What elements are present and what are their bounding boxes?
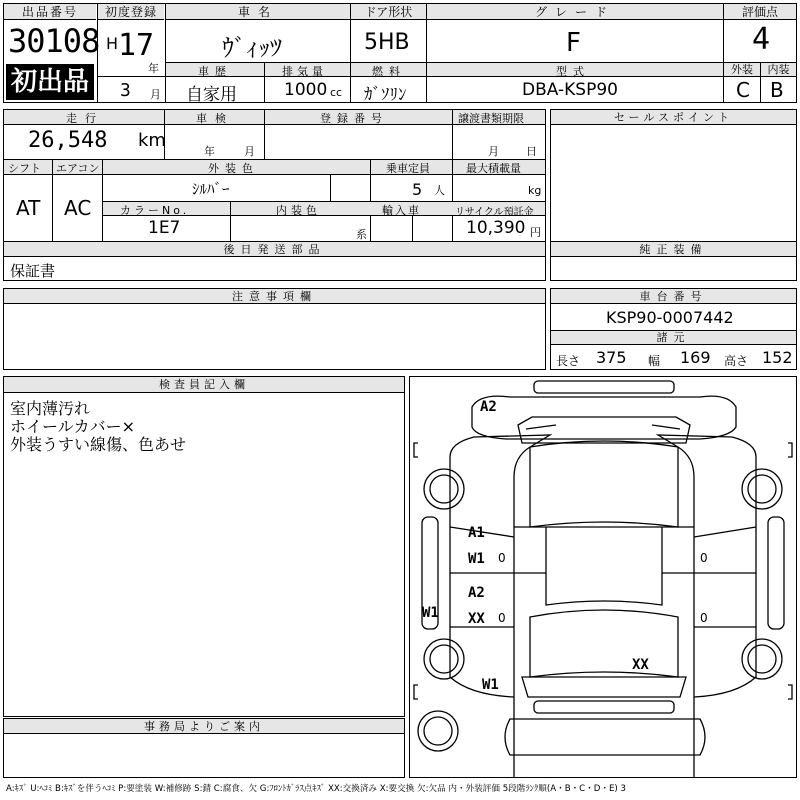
divider [330, 175, 331, 201]
interior-grade: B [770, 78, 784, 102]
length: 375 [596, 348, 627, 367]
mark-side-w1: W1 [422, 605, 439, 621]
office-notice-header: 事務局よりご案内 [4, 719, 404, 734]
sales-points-header: セールスポイント [551, 110, 796, 125]
displacement-header: 排気量 [282, 65, 327, 78]
displacement: 1000 [284, 80, 328, 100]
mileage: 26,548 [28, 128, 108, 153]
width-label: 幅 [648, 354, 661, 368]
capacity-header: 乗車定員 [386, 162, 430, 175]
aircon: AC [64, 196, 92, 220]
transfer-deadline-header: 譲渡書類期限 [458, 112, 524, 125]
interior-header: 内装 [761, 63, 796, 77]
divider [370, 159, 371, 241]
grade: F [566, 28, 581, 58]
inspector-line-2: ホイールカバー× [10, 417, 136, 436]
divider [412, 216, 413, 241]
ext-color-header: 外装色 [208, 162, 259, 175]
reg-year: 17 [118, 28, 155, 63]
aircon-header: エアコン [56, 162, 100, 175]
history: 自家用 [186, 85, 237, 105]
exterior-grade: C [736, 78, 750, 102]
kei-unit: 系 [356, 228, 367, 241]
ext-color: ｼﾙﾊﾞｰ [192, 180, 230, 198]
score: 4 [752, 22, 771, 57]
mark-front: A2 [480, 399, 497, 415]
first-reg-header: 初度登録 [98, 4, 164, 20]
width: 169 [680, 348, 711, 367]
int-color-header: 内装色 [276, 204, 321, 217]
mark-rear-xx: XX [632, 657, 649, 673]
lot-number-header: 出品番号 [4, 4, 96, 20]
score-header: 評価点 [724, 4, 796, 20]
mileage-header: 走行 [66, 112, 104, 125]
mark-door-xx: XX [468, 611, 485, 627]
inspector-line-1: 室内薄汚れ [10, 399, 91, 418]
color-no-header: カラーNo. [120, 204, 190, 217]
length-label: 長さ [556, 354, 581, 368]
max-load-header: 最大積載量 [466, 162, 521, 175]
inspector-line-3: 外装うすい線傷、色あせ [10, 435, 187, 454]
divider [264, 109, 265, 125]
divider [350, 62, 351, 103]
car-name-header: 車名 [166, 4, 350, 20]
insp-year-unit: 年 [204, 145, 215, 158]
divider [98, 76, 165, 77]
shift: AT [16, 196, 41, 220]
mark-zero-3: 0 [498, 611, 506, 625]
damage-diagram [409, 376, 797, 778]
later-parts-header: 後日発送部品 [4, 242, 545, 257]
mark-zero-2: 0 [700, 551, 708, 565]
shift-header: シフト [8, 162, 41, 175]
history-header: 車歴 [198, 65, 232, 78]
divider [264, 125, 265, 159]
door-type: 5HB [364, 30, 410, 55]
height: 152 [762, 348, 793, 367]
inspection-header: 車検 [196, 112, 234, 125]
deadline-month-unit: 月 [488, 145, 499, 158]
car-outline [410, 377, 796, 777]
cc-unit: cc [330, 86, 343, 99]
month-unit: 月 [150, 88, 161, 101]
divider [230, 201, 231, 241]
divider [452, 159, 453, 241]
era: H [106, 34, 119, 53]
inspector-notes-header: 検査員記入欄 [4, 377, 404, 393]
divider [102, 159, 103, 241]
year-unit: 年 [148, 62, 159, 75]
reg-number-header: 登録番号 [320, 112, 388, 125]
chassis-header: 車台番号 [551, 289, 796, 304]
row2-header-bg [166, 63, 723, 77]
fuel: ｶﾞｿﾘﾝ [364, 85, 407, 105]
model-header: 型式 [556, 65, 590, 78]
recycle: 10,390 [466, 218, 526, 238]
fuel-header: 燃料 [372, 65, 406, 78]
persons-unit: 人 [434, 184, 445, 197]
reg-month: 3 [120, 80, 131, 101]
later-parts: 保証書 [10, 262, 56, 280]
kg-unit: kg [528, 184, 542, 197]
lot-number: 30108 [8, 22, 100, 60]
recycle-header: リサイクル預託金 [455, 207, 534, 218]
mark-rear-w1: W1 [482, 677, 499, 693]
legend: A:ｷｽﾞ U:ﾍｺﾐ B:ｷｽﾞを伴うﾍｺﾐ P:要塗装 W:補修跡 S:錆 C:腐食、欠 G:ﾌﾛﾝﾄｶﾞﾗｽ点ｷｽﾞ XX:交換済み X:要交換 欠:欠品 内・外装評価 5段階ﾗﾝｸ順(A・B・C・D・E) 3 [6, 784, 626, 794]
mark-zero-1: 0 [498, 551, 506, 565]
divider [452, 109, 453, 159]
deadline-day-unit: 日 [526, 145, 537, 158]
chassis-number: KSP90-0007442 [606, 308, 734, 327]
mark-door-a2: A2 [468, 585, 485, 601]
height-label: 高さ [724, 354, 749, 368]
mark-zero-4: 0 [700, 611, 708, 625]
divider [760, 62, 761, 103]
dimensions-header: 諸元 [551, 331, 796, 345]
exterior-header: 外装 [724, 63, 760, 77]
door-type-header: ドア形状 [351, 4, 426, 20]
model: DBA-KSP90 [522, 80, 618, 100]
divider [52, 159, 53, 241]
km-unit: km [138, 130, 166, 151]
notes-header: 注意事項欄 [4, 289, 545, 304]
car-name: ｳﾞｨｯﾂ [222, 34, 282, 62]
color-no: 1E7 [148, 218, 181, 238]
mark-door-w1: W1 [468, 551, 485, 567]
yen-unit: 円 [530, 226, 541, 239]
grade-header: グレード [427, 4, 723, 20]
mark-door-a1: A1 [468, 525, 485, 541]
genuine-equip-header: 純正装備 [551, 242, 796, 257]
divider [426, 62, 427, 103]
divider [264, 62, 265, 103]
import-header: 輸入車 [382, 204, 421, 217]
capacity: 5 [412, 180, 423, 199]
first-listing-badge: 初出品 [6, 64, 94, 100]
insp-month-unit: 月 [244, 145, 255, 158]
